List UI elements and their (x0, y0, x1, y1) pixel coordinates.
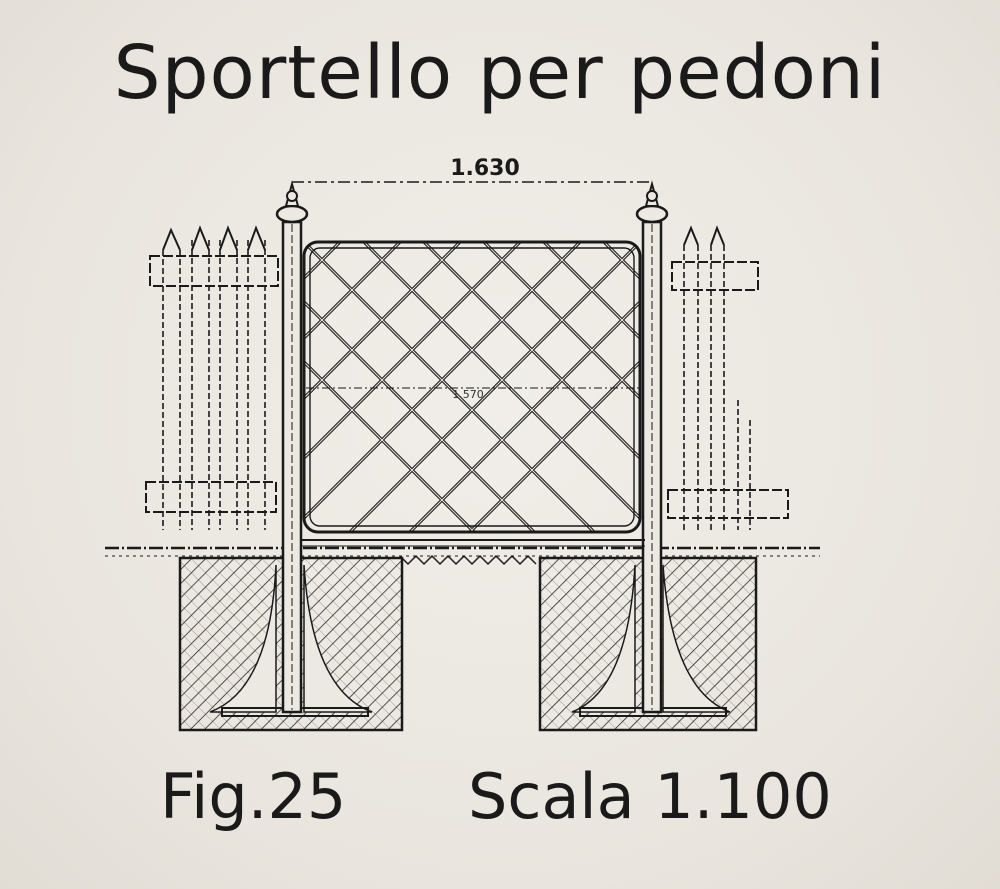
scale-label: Scala 1.100 (468, 760, 832, 833)
height-dimension (306, 388, 640, 401)
figure-number: Fig.25 (160, 760, 347, 833)
gate-bottom-rail (300, 540, 645, 546)
right-fence-section (668, 228, 788, 530)
gate-lattice-panel (50, 242, 894, 532)
left-fence-section (146, 228, 278, 530)
height-dimension-label: 1.570 (452, 388, 484, 401)
width-dimension-label: 1.630 (450, 156, 520, 181)
width-dimension (292, 156, 652, 182)
drawing-title: Sportello per pedoni (113, 30, 887, 116)
